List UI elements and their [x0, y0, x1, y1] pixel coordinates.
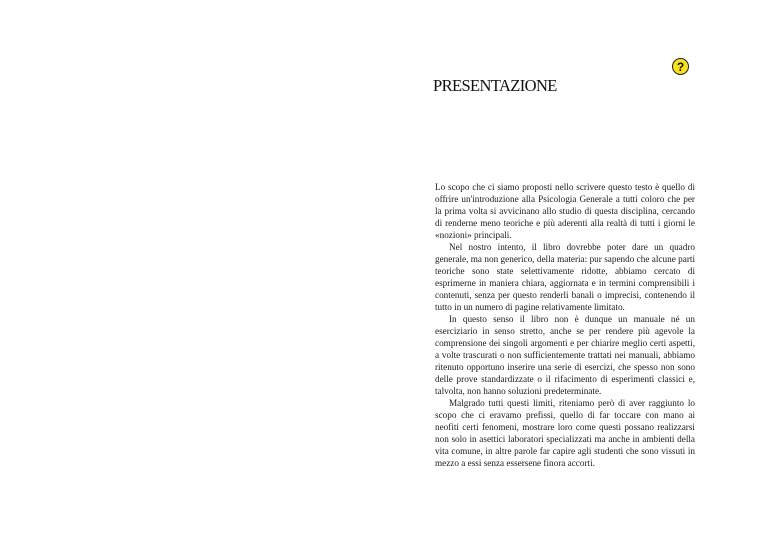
question-mark-icon: ?	[676, 59, 685, 74]
body-text	[435, 181, 695, 469]
help-button[interactable]	[672, 58, 689, 75]
page-title: PRESENTAZIONE	[433, 76, 557, 95]
paragraph-2: Nel nostro intento, il libro dovrebbe poter dare un quadro generale, ma non generico, della materia: pur sapendo che alcune parti teoriche sono state selettivamente ridotte, abbiamo cercato di esprimerne in maniera chiara, aggiornata e in termini comprensibili i contenuti, senza per questo renderli banali o imprecisi, contenendo il tutto in un numero di pagine relativamente limitato.	[435, 242, 695, 312]
paragraph-1: Lo scopo che ci siamo proposti nello scrivere questo testo è quello di offrire un'introduzione alla Psicologia Generale a tutti coloro che per la prima volta si avvicinano allo studio di questa disciplina, cercando di renderne meno teoriche e più aderenti alla realtà di tutti i giorni le «nozioni» principali.	[435, 182, 695, 240]
paragraph-3: In questo senso il libro non è dunque un manuale né un eserciziario in senso stretto, anche se per rendere più agevole la comprensione dei singoli argomenti e per chiarire meglio certi aspetti, a volte trascurati o non sufficientemente trattati nei manuali, abbiamo ritenuto opportuno inserire una serie di esercizi, che spesso non sono delle prove standardizzate o il rifacimento di esperimenti classici e, talvolta, non hanno soluzioni predeterminate.	[435, 314, 695, 396]
paragraph-4: Malgrado tutti questi limiti, riteniamo però di aver raggiunto lo scopo che ci eravamo prefissi, quello di far toccare con mano ai neofiti certi fenomeni, mostrare loro come questi possano realizzarsi non solo in asettici laboratori specializzati ma anche in ambienti della vita comune, in altre parole far capire agli studenti che sono vissuti in mezzo a essi senza essersene finora accorti.	[435, 398, 695, 468]
